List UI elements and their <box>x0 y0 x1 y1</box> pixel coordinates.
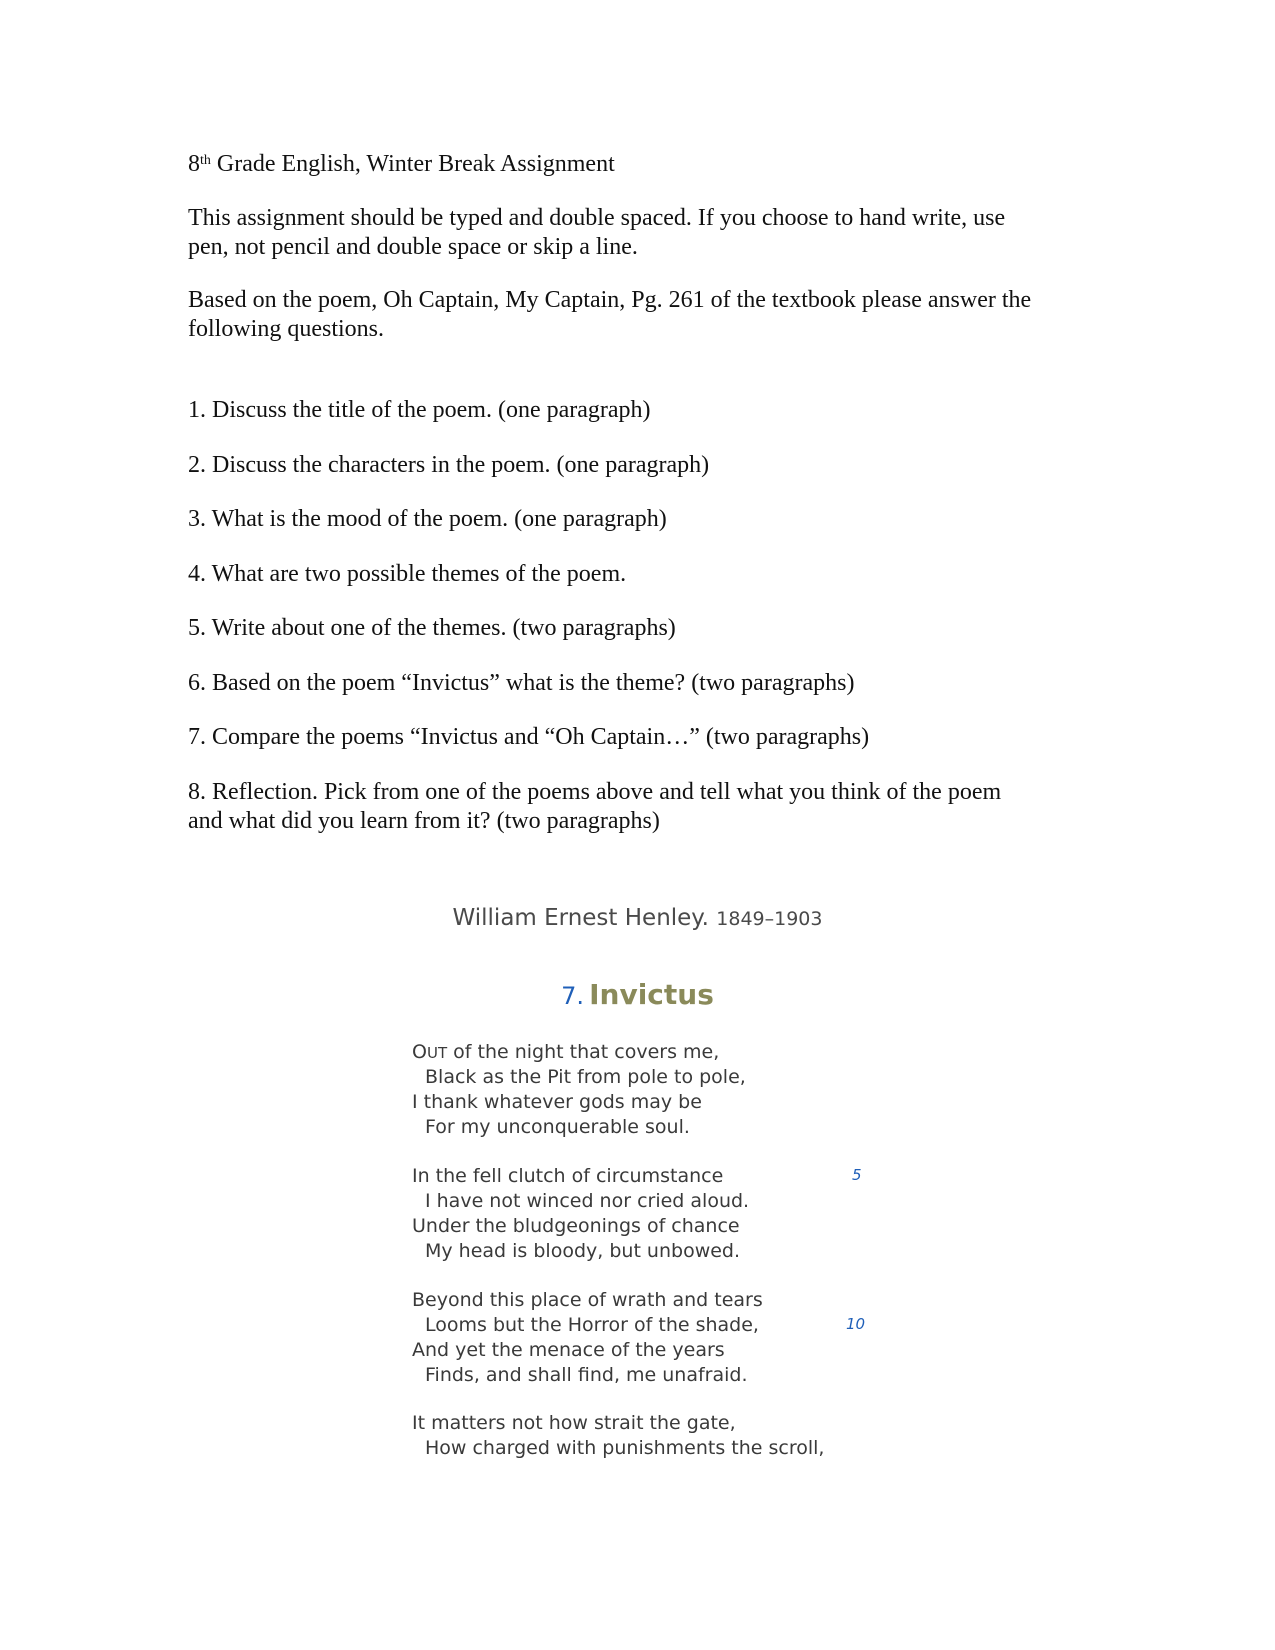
assignment-title <box>188 150 615 179</box>
poem-line: I thank whatever gods may be <box>412 1091 702 1113</box>
intro-paragraph <box>188 286 1088 344</box>
instructions-line-2: pen, not pencil and double space or skip a line. <box>188 234 638 260</box>
poem-line: Beyond this place of wrath and tears <box>412 1289 763 1311</box>
poem-line: In the fell clutch of circumstance <box>412 1165 724 1187</box>
poem-stanza-3 <box>412 1288 763 1388</box>
small-caps: UT <box>426 1044 448 1062</box>
drop-cap: O <box>412 1041 427 1063</box>
poem-line: How charged with punishments the scroll, <box>425 1437 825 1459</box>
question-8-line-2: and what did you learn from it? (two paragraphs) <box>188 808 660 834</box>
poem-line: I have not winced nor cried aloud. <box>425 1190 750 1212</box>
poem-line: Black as the Pit from pole to pole, <box>425 1066 746 1088</box>
poem-line: My head is bloody, but unbowed. <box>425 1240 741 1262</box>
question-5: 5. Write about one of the themes. (two paragraphs) <box>188 615 676 641</box>
question-8-line-1: 8. Reflection. Pick from one of the poems above and tell what you think of the poem <box>188 779 1002 805</box>
line-number-10: 10 <box>846 1315 866 1333</box>
poem-line: Looms but the Horror of the shade, <box>425 1314 759 1336</box>
question-4: 4. What are two possible themes of the poem. <box>188 561 627 587</box>
poem-stanza-4 <box>412 1411 824 1461</box>
poem-stanza-2 <box>412 1164 749 1264</box>
poem-stanza-1 <box>412 1040 746 1140</box>
question-8 <box>188 778 1088 836</box>
poem-heading <box>0 978 1275 1011</box>
title-text: Grade English, Winter Break Assignment <box>210 151 615 177</box>
poem-author <box>0 905 1275 931</box>
line-number-5: 5 <box>852 1166 862 1184</box>
poem-title: Invictus <box>589 978 714 1011</box>
poem-number: 7. <box>561 982 584 1010</box>
author-dates: 1849–1903 <box>716 908 823 930</box>
first-line-rest: of the night that covers me, <box>447 1041 720 1063</box>
grade-number: 8 <box>188 151 200 177</box>
poem-line: It matters not how strait the gate, <box>412 1412 736 1434</box>
poem-line: And yet the menace of the years <box>412 1339 725 1361</box>
question-6: 6. Based on the poem “Invictus” what is the theme? (two paragraphs) <box>188 670 855 696</box>
question-2: 2. Discuss the characters in the poem. (one paragraph) <box>188 452 710 478</box>
author-name: William Ernest Henley. <box>452 905 709 931</box>
instructions-line-1: This assignment should be typed and double spaced. If you choose to hand write, use <box>188 205 1006 231</box>
grade-suffix: th <box>200 153 211 168</box>
question-3: 3. What is the mood of the poem. (one paragraph) <box>188 506 667 532</box>
intro-line-2: following questions. <box>188 316 384 342</box>
question-1: 1. Discuss the title of the poem. (one paragraph) <box>188 397 651 423</box>
intro-line-1: Based on the poem, Oh Captain, My Captain, Pg. 261 of the textbook please answer the <box>188 287 1032 313</box>
question-7: 7. Compare the poems “Invictus and “Oh Captain…” (two paragraphs) <box>188 724 870 750</box>
instructions-paragraph <box>188 204 1088 262</box>
poem-line <box>412 1040 746 1065</box>
poem-line: For my unconquerable soul. <box>425 1116 690 1138</box>
poem-line: Under the bludgeonings of chance <box>412 1215 740 1237</box>
poem-line: Finds, and shall find, me unafraid. <box>425 1364 748 1386</box>
